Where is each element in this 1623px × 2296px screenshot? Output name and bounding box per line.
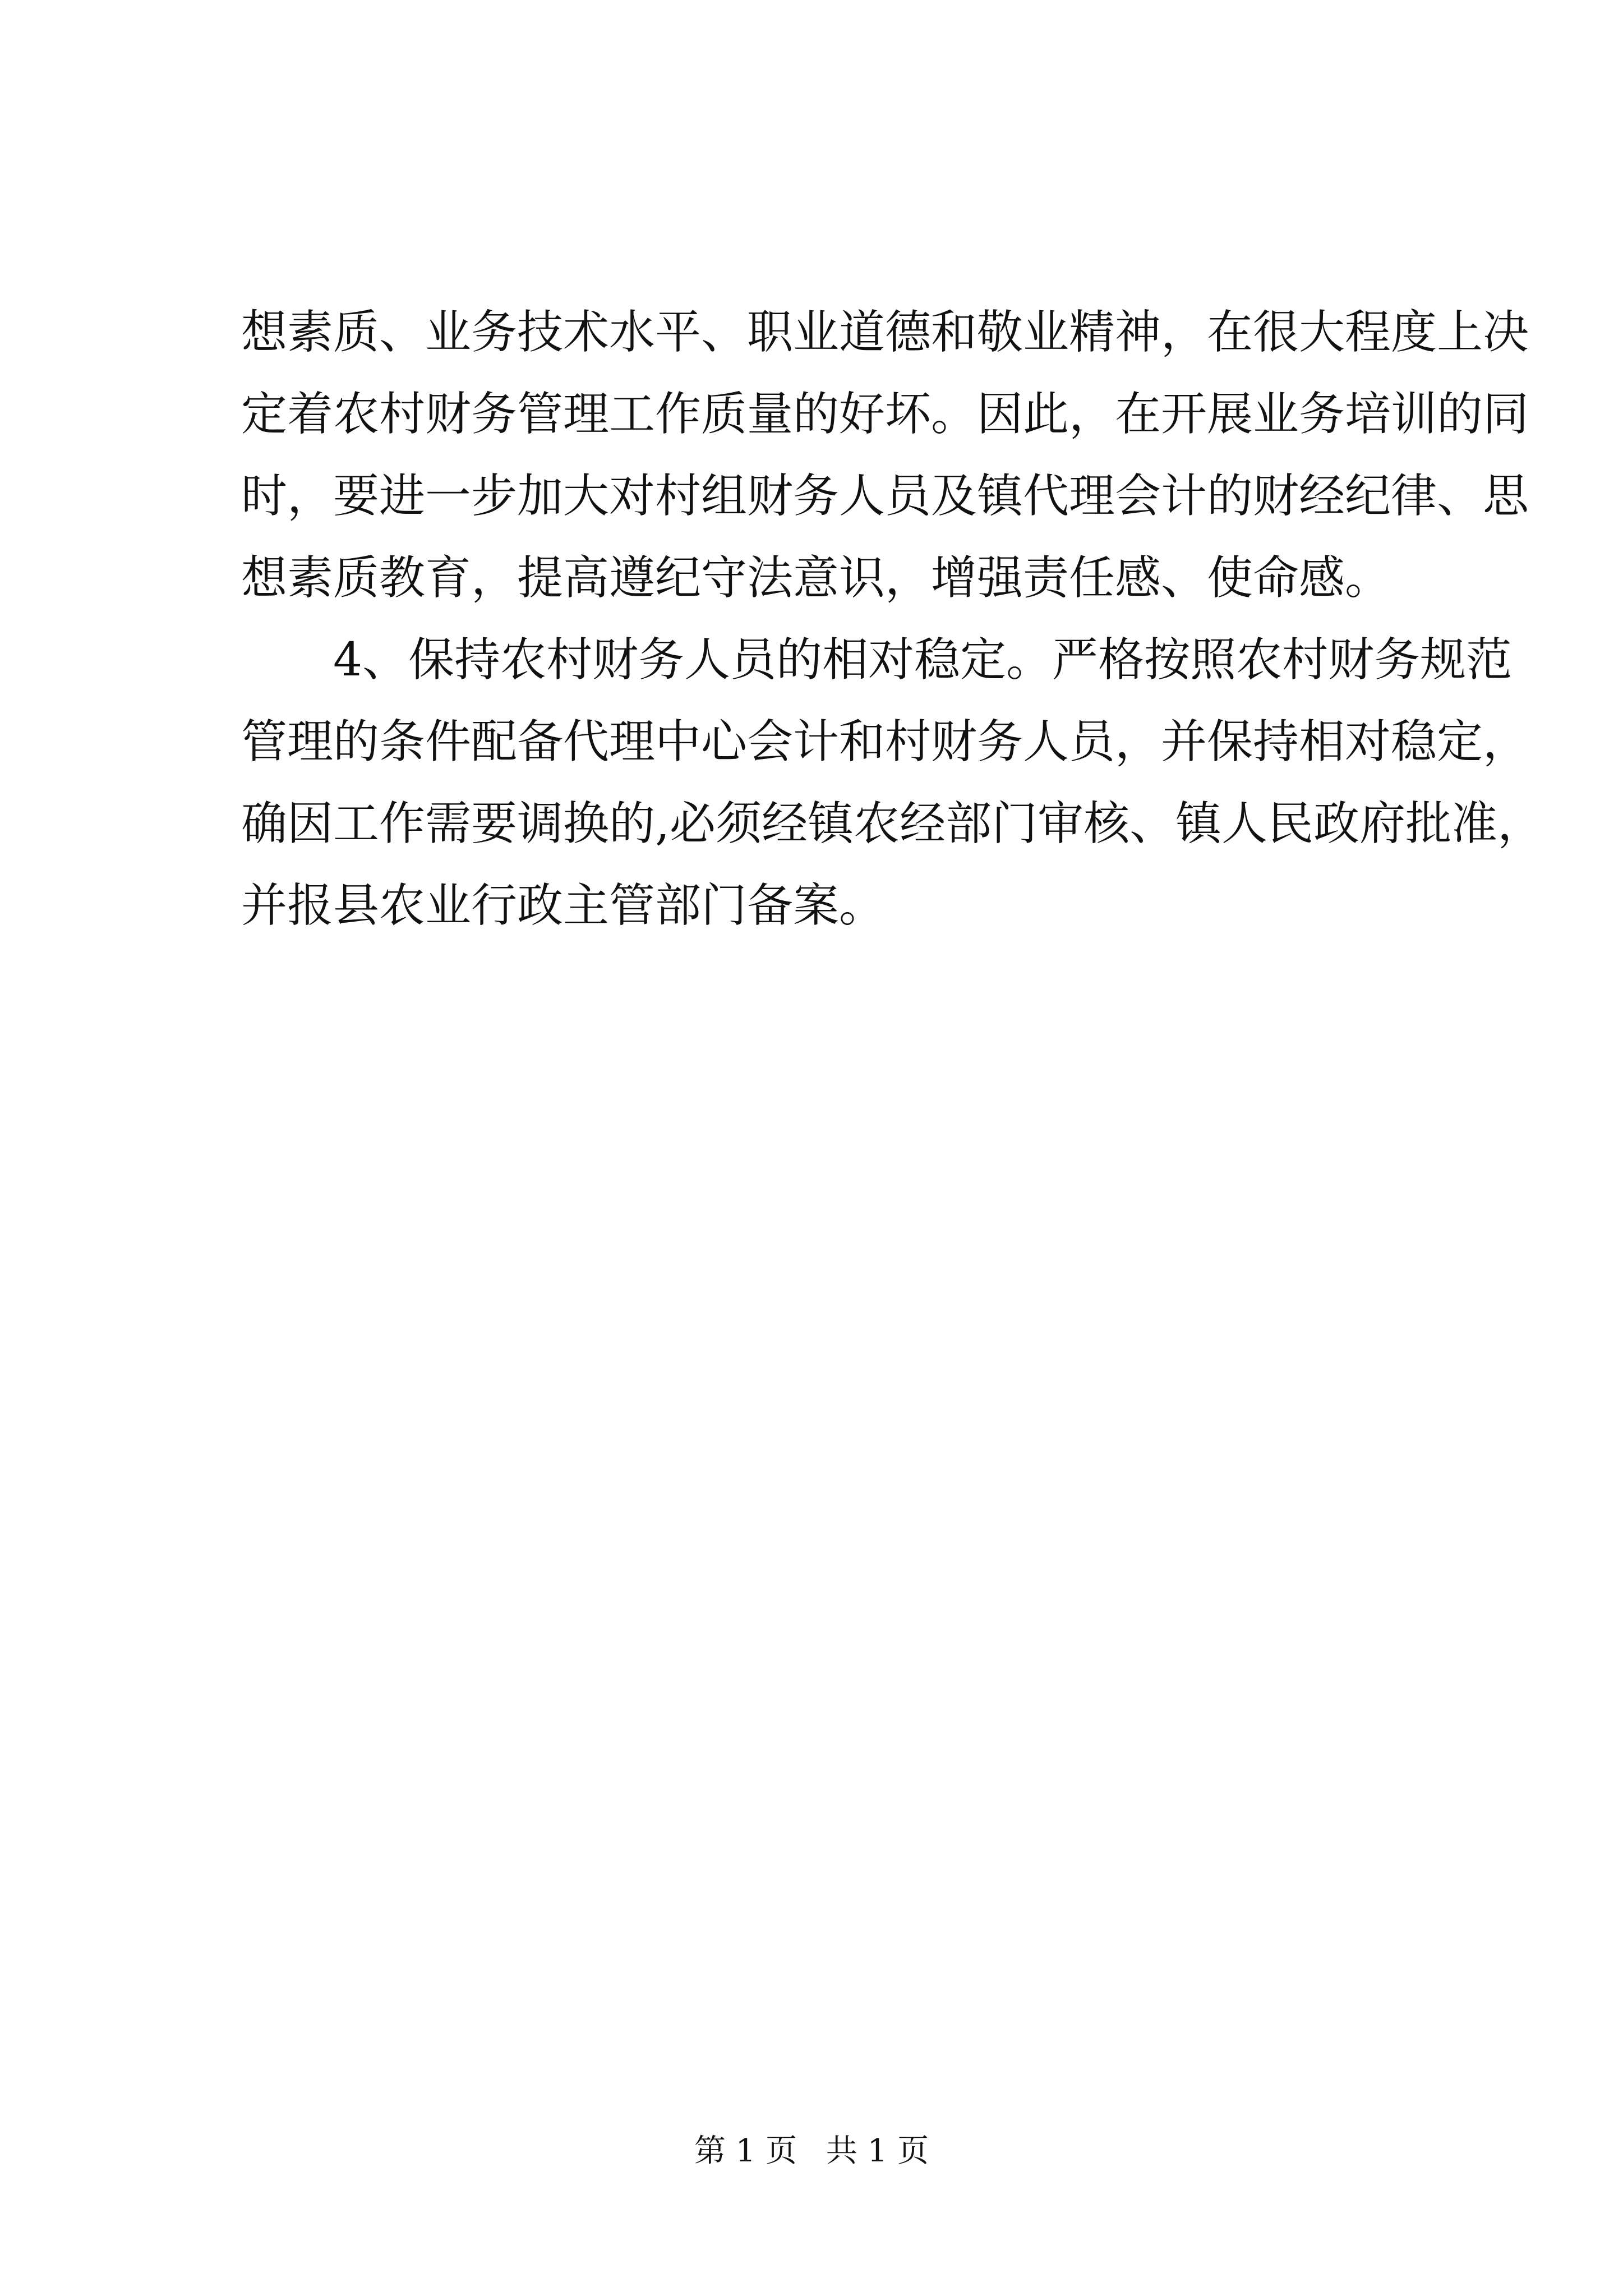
paragraph-line: 并报县农业行政主管部门备案。 bbox=[241, 879, 886, 932]
paragraph-line: 管理的条件配备代理中心会计和村财务人员，并保持相对稳定， bbox=[241, 715, 1529, 769]
total-pages: 共 1 页 bbox=[826, 2133, 929, 2169]
paragraph-line: 想素质教育，提高遵纪守法意识，增强责任感、使命感。 bbox=[241, 551, 1391, 605]
page-footer bbox=[0, 2132, 1623, 2171]
paragraph-line: 想素质、业务技术水平、职业道德和敬业精神，在很大程度上决 bbox=[241, 306, 1529, 359]
page-number: 第 1 页 bbox=[694, 2133, 797, 2169]
document-body bbox=[241, 292, 1544, 947]
paragraph-line: 确因工作需要调换的,必须经镇农经部门审核、镇人民政府批准， bbox=[241, 797, 1544, 850]
paragraph-line: 定着农村财务管理工作质量的好坏。因此，在开展业务培训的同 bbox=[241, 388, 1529, 441]
paragraph-line: 时，要进一步加大对村组财务人员及镇代理会计的财经纪律、思 bbox=[241, 470, 1529, 523]
paragraph-line: 4、保持农村财务人员的相对稳定。严格按照农村财务规范 bbox=[333, 633, 1513, 687]
